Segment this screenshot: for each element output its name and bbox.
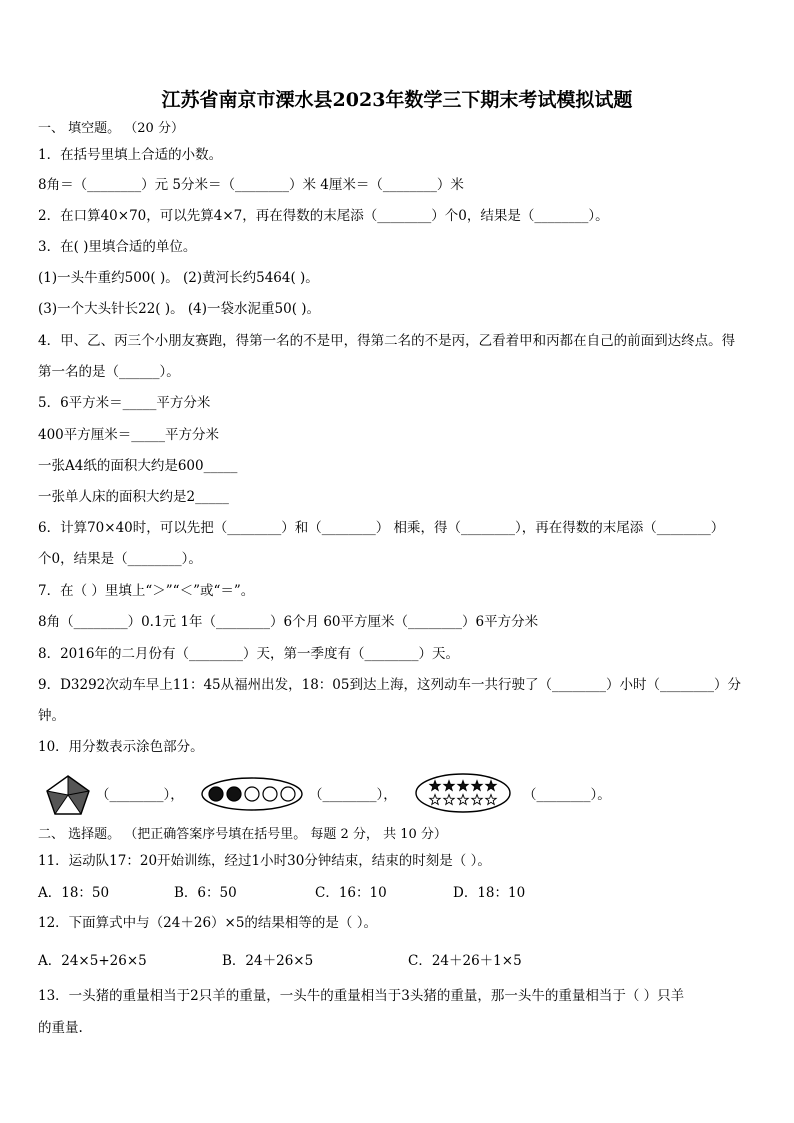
empty-star [444,795,454,805]
question-2: 2．在口算40×70，可以先算4×7，再在得数的末尾添（________）个0，结果是（________）。 [38,208,609,224]
question-3-items-a: (1)一头牛重约500( )。 (2)黄河长约5464( )。 [38,270,319,286]
empty-star [430,795,440,805]
question-7: 7．在（ ）里填上“＞”“＜”或“＝”。 [38,583,255,599]
question-12-option-c: C．24＋26＋1×5 [408,953,522,969]
pentagon-figure [44,774,92,816]
question-11: 11．运动队17：20开始训练，经过1小时30分钟结束，结束的时刻是（ ）。 [38,853,491,869]
question-6: 6．计算70×40时，可以先把（________）和（________） 相乘，得（________），再在得数的末尾添（________） [38,520,725,536]
empty-circle [281,787,295,801]
section-header-fill-blank: 一、 填空题。 （20 分） [38,121,184,136]
question-5: 5．6平方米＝_____平方分米 [38,395,211,411]
empty-circle [245,787,259,801]
question-11-option-b: B．6：50 [174,885,237,901]
filled-star [444,781,454,791]
question-12-option-b: B．24＋26×5 [222,953,314,969]
section-header-choice: 二、 选择题。 （把正确答案序号填在括号里。 每题 2 分， 共 10 分） [38,827,447,842]
empty-circle [263,787,277,801]
question-13: 13．一头猪的重量相当于2只羊的重量，一头牛的重量相当于3头猪的重量，那一头牛的重量相当于（ ）只羊 [38,988,685,1004]
question-11-option-d: D．18：10 [453,885,526,901]
filled-star [458,781,468,791]
question-7-items: 8角（________）0.1元 1年（________）6个月 60平方厘米（________）6平方分米 [38,614,539,630]
filled-star [486,781,496,791]
page-title: 江苏省南京市溧水县2023年数学三下期末考试模拟试题 [161,89,633,111]
question-6-cont: 个0，结果是（________）。 [38,551,202,567]
question-1-items: 8角＝（________）元 5分米＝（________）米 4厘米＝（________）米 [38,177,464,193]
question-1: 1．在括号里填上合适的小数。 [38,147,223,163]
filled-star [430,781,440,791]
question-3-items-b: (3)一个大头针长22( )。 (4)一袋水泥重50( )。 [38,301,321,317]
figure-1-answer: （________）， [96,787,184,803]
question-3: 3．在( )里填合适的单位。 [38,239,197,255]
question-11-option-c: C．16：10 [315,885,387,901]
filled-circle [227,787,241,801]
figure-2-answer: （________）， [309,787,397,803]
question-13-cont: 的重量. [38,1020,83,1036]
question-4: 4．甲、乙、丙三个小朋友赛跑，得第一名的不是甲，得第二名的不是丙，乙看着甲和丙都在自己的前面到达终点。得 [38,333,736,349]
question-8: 8．2016年的二月份有（________）天，第一季度有（________）天。 [38,646,459,662]
figure-3-answer: （________）。 [523,787,611,803]
filled-star [472,781,482,791]
empty-star [472,795,482,805]
question-12: 12．下面算式中与（24＋26）×5的结果相等的是（ ）。 [38,915,377,931]
question-5-c: 一张A4纸的面积大约是600_____ [38,458,238,474]
question-12-option-a: A．24×5+26×5 [38,953,147,969]
question-10: 10．用分数表示涂色部分。 [38,739,204,755]
question-9: 9．D3292次动车早上11：45从福州出发，18：05到达上海，这列动车一共行驶了（________）小时（________）分 [38,677,741,693]
empty-star [458,795,468,805]
question-11-option-a: A．18：50 [38,885,110,901]
question-5-b: 400平方厘米＝_____平方分米 [38,427,220,443]
empty-star [486,795,496,805]
pentagon-shaded-part [68,776,89,814]
circles-figure [200,776,304,812]
stars-figure [414,772,512,814]
question-4-cont: 第一名的是（______）。 [38,364,180,380]
filled-circle [209,787,223,801]
question-9-cont: 钟。 [38,708,65,724]
question-5-d: 一张单人床的面积大约是2_____ [38,489,229,505]
